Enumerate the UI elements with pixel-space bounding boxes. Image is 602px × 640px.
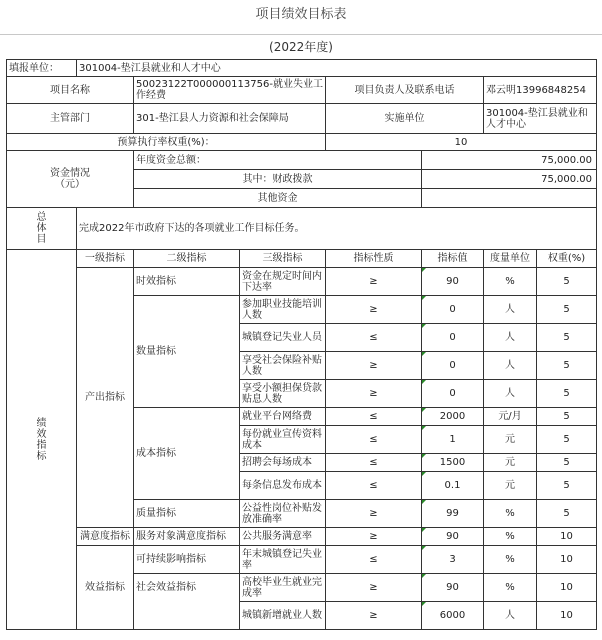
unit-cell: % [484, 546, 537, 574]
value-cell: 90 [422, 574, 484, 602]
performance-target-table [6, 59, 597, 630]
unit-cell: % [484, 528, 537, 546]
overall-goal-label-1: 总 [36, 212, 47, 223]
value-cell: 1 [422, 426, 484, 454]
level3-cell: 资金在规定时间内下达率 [240, 268, 326, 296]
value-cell: 0 [422, 352, 484, 380]
project-name-value: 50023122T000000113756-就业失业工作经费 [134, 77, 326, 104]
weight-cell: 5 [537, 472, 597, 500]
funds-label-line2: （元） [55, 179, 85, 190]
unit-cell: 元 [484, 472, 537, 500]
dept-label: 主管部门 [7, 104, 134, 134]
level1-satisfaction: 满意度指标 [77, 528, 134, 546]
header-level3: 三级指标 [240, 250, 326, 268]
nature-cell: ≥ [326, 574, 422, 602]
level3-cell: 参加职业技能培训人数 [240, 296, 326, 324]
level3-cell: 城镇新增就业人数 [240, 602, 326, 630]
nature-cell: ≤ [326, 472, 422, 500]
perf-label-2: 效 [36, 428, 47, 440]
funds-total-value: 75,000.00 [422, 151, 597, 170]
perf-indicator-label [7, 250, 77, 630]
perf-label-4: 标 [36, 450, 47, 462]
weight-cell: 5 [537, 454, 597, 472]
level3-cell: 公益性岗位补贴发放准确率 [240, 500, 326, 528]
indicator-header-row [7, 250, 597, 268]
weight-cell: 10 [537, 546, 597, 574]
level2-cost: 成本指标 [134, 408, 240, 500]
impl-unit-label: 实施单位 [326, 104, 484, 134]
page-title: 项目绩效目标表 [0, 0, 602, 35]
level3-cell: 享受社会保险补贴人数 [240, 352, 326, 380]
overall-goal-value: 完成2022年市政府下达的各项就业工作目标任务。 [77, 208, 597, 250]
dept-value: 301-垫江县人力资源和社会保障局 [134, 104, 326, 134]
header-unit: 度量单位 [484, 250, 537, 268]
report-unit-label: 填报单位： [7, 60, 77, 77]
funds-fiscal-value: 75,000.00 [422, 170, 597, 189]
value-cell: 6000 [422, 602, 484, 630]
overall-goal-label [7, 208, 77, 250]
value-cell: 0 [422, 324, 484, 352]
unit-cell: 人 [484, 352, 537, 380]
weight-cell: 5 [537, 352, 597, 380]
value-cell: 99 [422, 500, 484, 528]
level3-cell: 城镇登记失业人员 [240, 324, 326, 352]
project-leader-value: 邓云明13996848254 [484, 77, 597, 104]
unit-cell: 元 [484, 426, 537, 454]
overall-goal-label-3: 目 [36, 234, 47, 245]
funds-other-value [422, 189, 597, 208]
weight-cell: 5 [537, 268, 597, 296]
report-unit-value: 301004-垫江县就业和人才中心 [77, 60, 597, 77]
nature-cell: ≤ [326, 408, 422, 426]
nature-cell: ≥ [326, 268, 422, 296]
fiscal-year: (2022年度) [269, 40, 333, 54]
level3-cell: 年末城镇登记失业率 [240, 546, 326, 574]
level3-cell: 公共服务满意率 [240, 528, 326, 546]
level3-cell: 招聘会每场成本 [240, 454, 326, 472]
weight-cell: 10 [537, 574, 597, 602]
unit-cell: 元 [484, 454, 537, 472]
funds-total-row [7, 151, 597, 170]
nature-cell: ≤ [326, 546, 422, 574]
weight-cell: 5 [537, 426, 597, 454]
funds-total-label: 年度资金总额： [134, 151, 422, 170]
header-value: 指标值 [422, 250, 484, 268]
project-leader-label: 项目负责人及联系电话 [326, 77, 484, 104]
project-name-row [7, 77, 597, 104]
indicator-row [7, 546, 597, 574]
header-level1: 一级指标 [77, 250, 134, 268]
weight-cell: 5 [537, 324, 597, 352]
nature-cell: ≤ [326, 324, 422, 352]
value-cell: 90 [422, 268, 484, 296]
unit-cell: 人 [484, 324, 537, 352]
impl-unit-value: 301004-垫江县就业和人才中心 [484, 104, 597, 134]
value-cell: 90 [422, 528, 484, 546]
unit-cell: % [484, 268, 537, 296]
value-cell: 1500 [422, 454, 484, 472]
level2-timeliness: 时效指标 [134, 268, 240, 296]
level3-cell: 享受小额担保贷款贴息人数 [240, 380, 326, 408]
level1-benefit: 效益指标 [77, 546, 134, 630]
header-level2: 二级指标 [134, 250, 240, 268]
level2-sustain: 可持续影响指标 [134, 546, 240, 574]
unit-cell: % [484, 574, 537, 602]
nature-cell: ≥ [326, 528, 422, 546]
funds-label [7, 151, 134, 208]
weight-cell: 5 [537, 500, 597, 528]
overall-goal-label-2: 体 [36, 223, 47, 234]
project-name-label: 项目名称 [7, 77, 134, 104]
overall-goal-row [7, 208, 597, 250]
header-weight: 权重(%) [537, 250, 597, 268]
level3-cell: 就业平台网络费 [240, 408, 326, 426]
report-unit-row [7, 60, 597, 77]
weight-cell: 5 [537, 296, 597, 324]
unit-cell: 人 [484, 380, 537, 408]
level3-cell: 每份就业宣传资料成本 [240, 426, 326, 454]
weight-cell: 5 [537, 380, 597, 408]
level3-cell: 高校毕业生就业完成率 [240, 574, 326, 602]
unit-cell: 人 [484, 602, 537, 630]
level1-output: 产出指标 [77, 268, 134, 528]
nature-cell: ≤ [326, 426, 422, 454]
value-cell: 0 [422, 296, 484, 324]
funds-fiscal-label: 其中：财政拨款 [134, 170, 422, 189]
budget-weight-value: 10 [326, 134, 597, 151]
unit-cell: 人 [484, 296, 537, 324]
indicator-row [7, 268, 597, 296]
budget-weight-row [7, 134, 597, 151]
nature-cell: ≥ [326, 602, 422, 630]
funds-other-label: 其他资金 [134, 189, 422, 208]
level3-cell: 每条信息发布成本 [240, 472, 326, 500]
funds-label-line1: 资金情况 [50, 168, 90, 179]
weight-cell: 10 [537, 528, 597, 546]
level2-social: 社会效益指标 [134, 574, 240, 630]
nature-cell: ≥ [326, 296, 422, 324]
level2-satisfaction: 服务对象满意度指标 [134, 528, 240, 546]
value-cell: 0.1 [422, 472, 484, 500]
nature-cell: ≥ [326, 380, 422, 408]
value-cell: 2000 [422, 408, 484, 426]
nature-cell: ≥ [326, 500, 422, 528]
perf-label-3: 指 [36, 439, 47, 451]
nature-cell: ≥ [326, 352, 422, 380]
budget-weight-label: 预算执行率权重(%)： [7, 134, 326, 151]
indicator-row [7, 528, 597, 546]
nature-cell: ≤ [326, 454, 422, 472]
level2-quality: 质量指标 [134, 500, 240, 528]
value-cell: 3 [422, 546, 484, 574]
dept-row [7, 104, 597, 134]
level2-quantity: 数量指标 [134, 296, 240, 408]
weight-cell: 5 [537, 408, 597, 426]
unit-cell: % [484, 500, 537, 528]
header-nature: 指标性质 [326, 250, 422, 268]
target-table-wrapper [6, 59, 597, 630]
value-cell: 0 [422, 380, 484, 408]
perf-label-1: 绩 [36, 417, 47, 429]
unit-cell: 元/月 [484, 408, 537, 426]
weight-cell: 10 [537, 602, 597, 630]
